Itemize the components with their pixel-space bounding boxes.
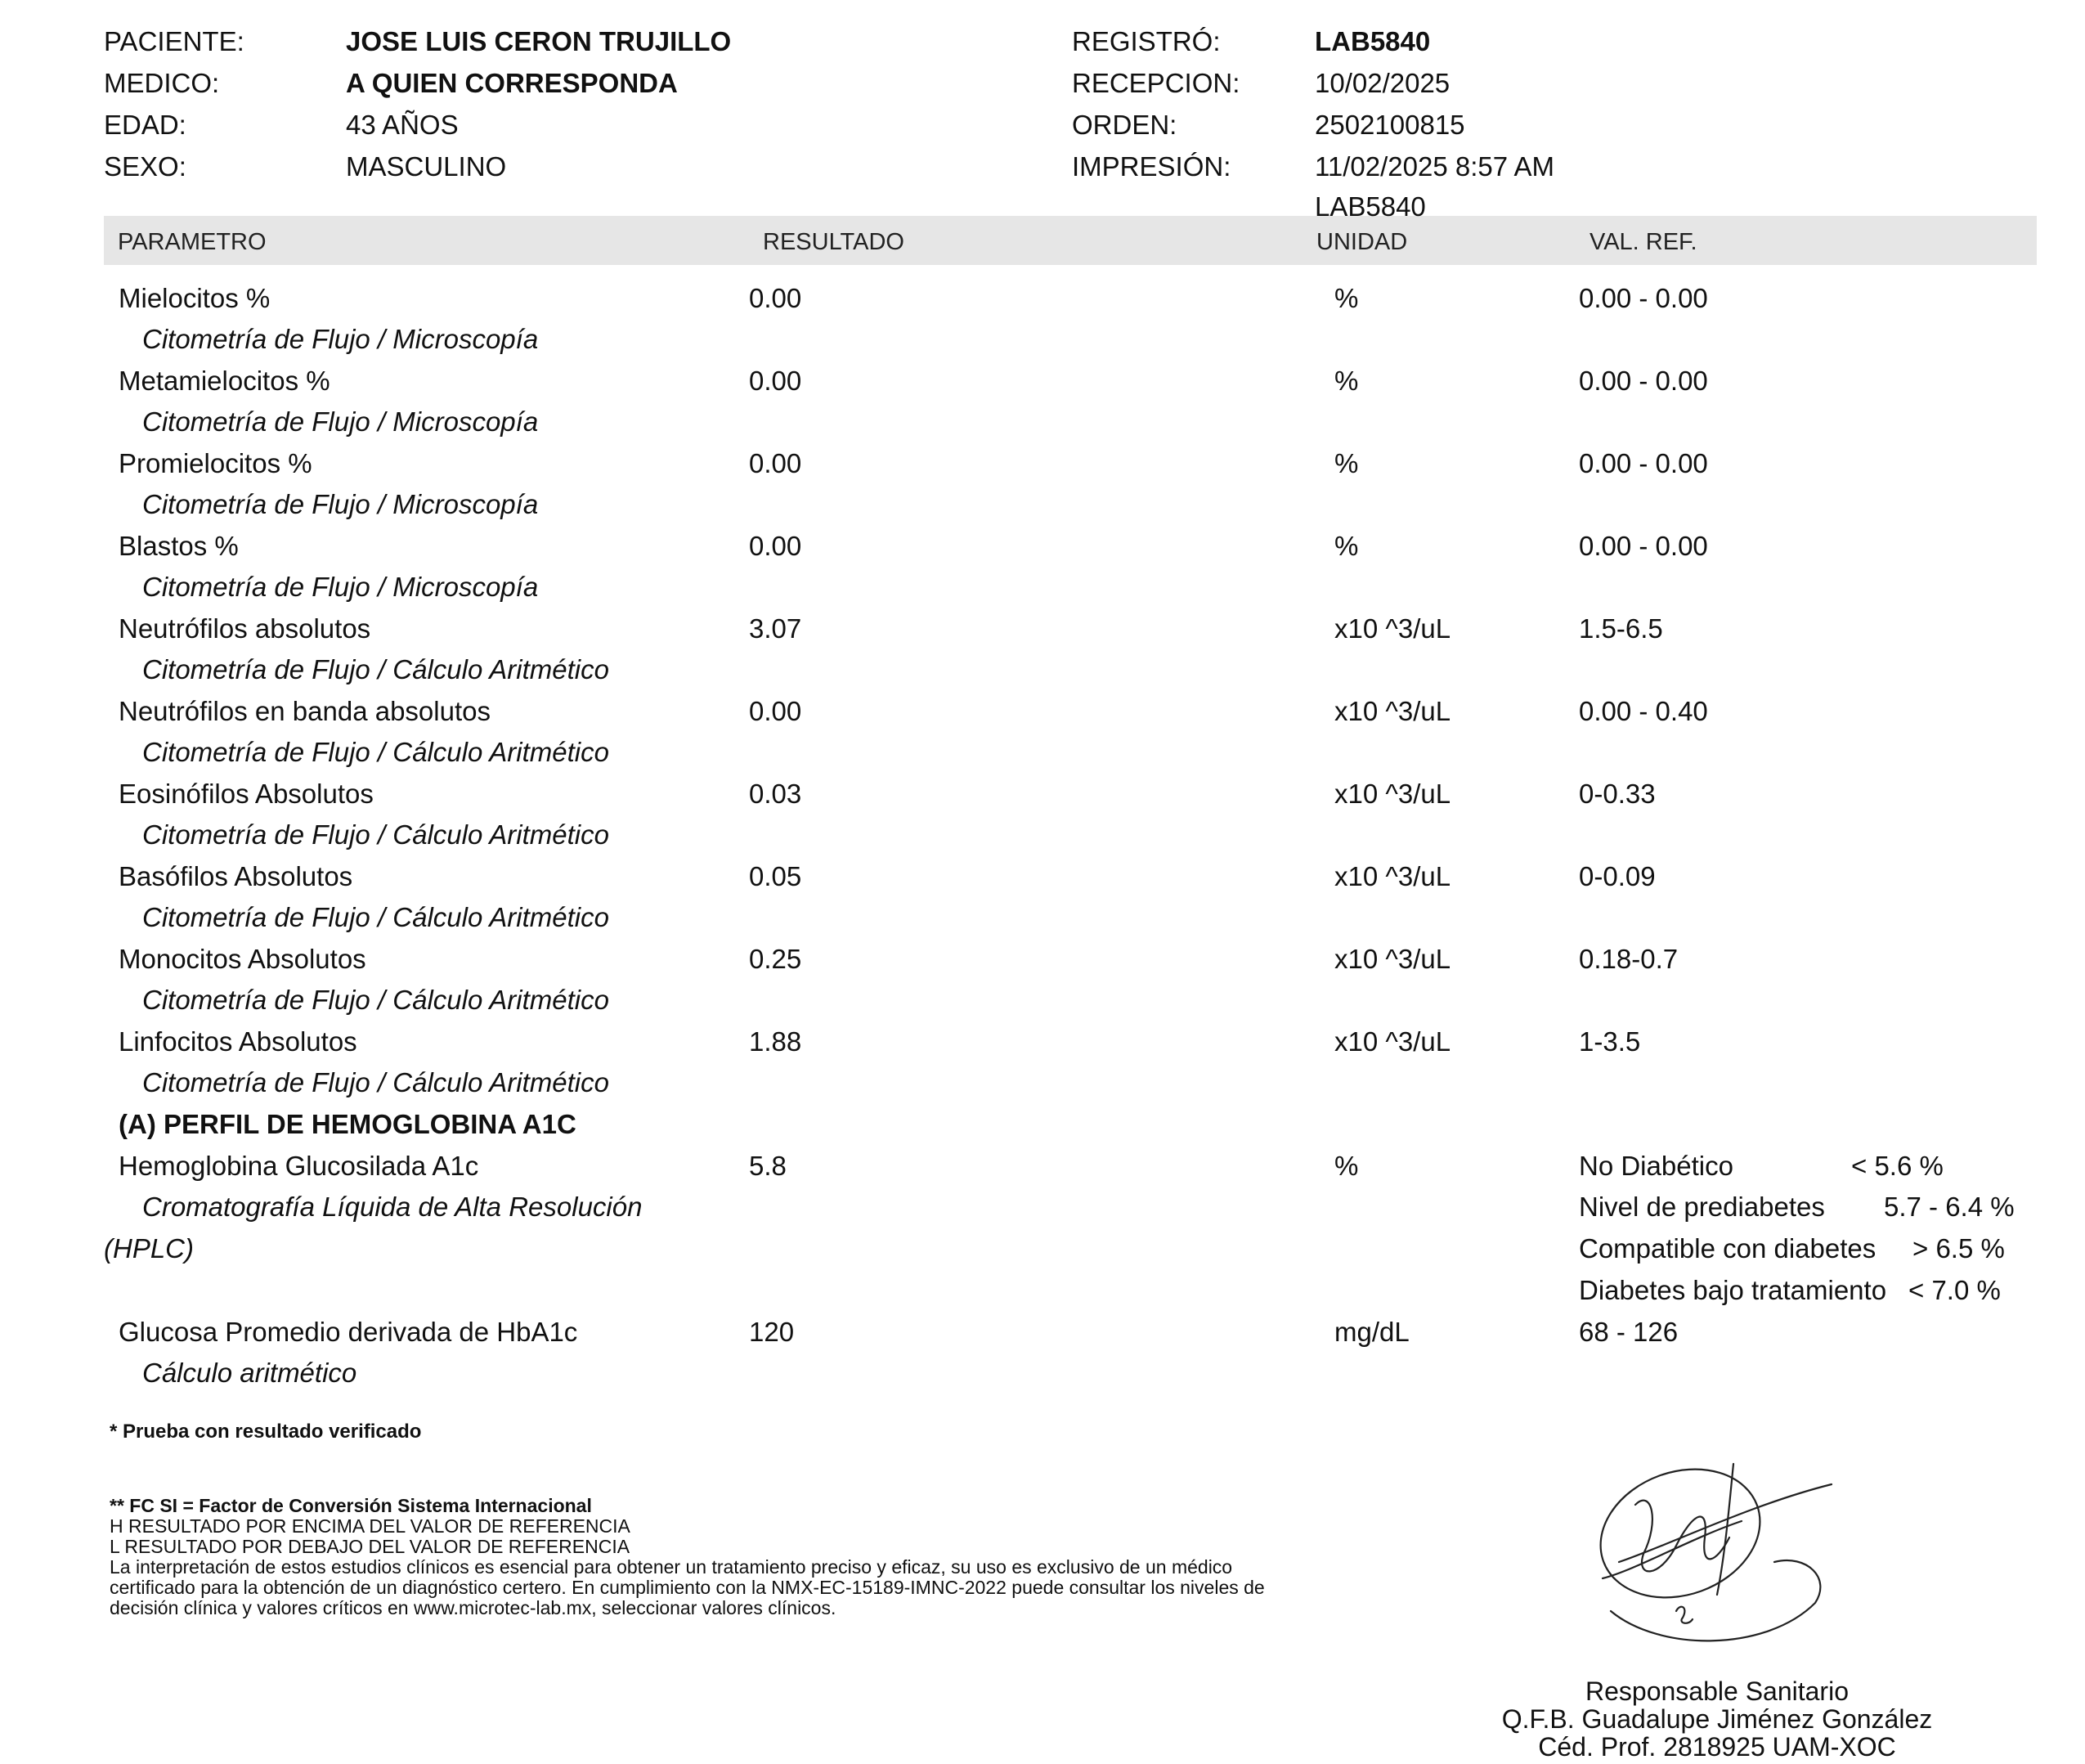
ref-value: 0.00 - 0.00 [1579, 366, 1708, 396]
result-value: 0.00 [749, 696, 802, 726]
recepcion-value: 10/02/2025 [1315, 68, 1451, 98]
unit-value: x10 ^3/uL [1334, 696, 1451, 726]
method-text: Citometría de Flujo / Cálculo Aritmético [142, 737, 609, 767]
method-text-cont: (HPLC) [104, 1233, 195, 1264]
unit-value: x10 ^3/uL [1334, 613, 1451, 644]
unit-value: x10 ^3/uL [1334, 779, 1451, 809]
verified-note: * Prueba con resultado verificado [110, 1421, 422, 1443]
ref-value: 0.18-0.7 [1579, 944, 1679, 974]
method-text: Citometría de Flujo / Cálculo Aritmético [142, 902, 609, 932]
recepcion-label: RECEPCION: [1072, 68, 1240, 98]
registro-value: LAB5840 [1315, 26, 1431, 56]
fc-si-note: ** FC SI = Factor de Conversión Sistema Internacional [110, 1495, 592, 1516]
result-value: 0.00 [749, 283, 802, 313]
ref-value: 1.5-6.5 [1579, 613, 1663, 644]
ref-value: < 5.6 % [1851, 1151, 1944, 1181]
unit-value: x10 ^3/uL [1334, 944, 1451, 974]
registro-label: REGISTRÓ: [1072, 26, 1221, 56]
result-value: 120 [749, 1317, 795, 1347]
param-name: Neutrófilos absolutos [119, 613, 371, 644]
unit-value: % [1334, 531, 1359, 561]
interpretation-note-2: certificado para la obtención de un diagnóstico certero. En cumplimiento con la NMX-EC-15189-IMNC-2022 puede consultar los niveles de [110, 1577, 1265, 1598]
ref-label: No Diabético [1579, 1151, 1733, 1181]
unit-value: % [1334, 283, 1359, 313]
ref-label: Diabetes bajo tratamiento [1579, 1275, 1887, 1305]
signature-role: Responsable Sanitario [1585, 1676, 1849, 1706]
param-name: Blastos % [119, 531, 239, 561]
patient-label: PACIENTE: [104, 26, 244, 56]
unit-value: % [1334, 1151, 1359, 1181]
unit-value: % [1334, 366, 1359, 396]
interpretation-note-3: decisión clínica y valores críticos en www.microtec-lab.mx, seleccionar valores clínicos. [110, 1597, 836, 1618]
unit-value: % [1334, 448, 1359, 478]
result-value: 0.05 [749, 861, 802, 891]
method-text: Citometría de Flujo / Cálculo Aritmético [142, 985, 609, 1015]
result-value: 3.07 [749, 613, 802, 644]
param-name: Eosinófilos Absolutos [119, 779, 374, 809]
method-text: Cromatografía Líquida de Alta Resolución [142, 1192, 643, 1222]
ref-value: 0-0.09 [1579, 861, 1656, 891]
column-header-unidad: UNIDAD [1316, 229, 1408, 255]
method-text: Citometría de Flujo / Cálculo Aritmético [142, 819, 609, 850]
param-name: Hemoglobina Glucosilada A1c [119, 1151, 479, 1181]
ref-label: Nivel de prediabetes [1579, 1192, 1825, 1222]
ref-value: 0.00 - 0.00 [1579, 531, 1708, 561]
doctor-name: A QUIEN CORRESPONDA [346, 68, 678, 98]
result-value: 1.88 [749, 1026, 802, 1057]
h-note: H RESULTADO POR ENCIMA DEL VALOR DE REFERENCIA [110, 1515, 630, 1537]
unit-value: x10 ^3/uL [1334, 1026, 1451, 1057]
ref-value: < 7.0 % [1908, 1275, 2001, 1305]
l-note: L RESULTADO POR DEBAJO DEL VALOR DE REFERENCIA [110, 1536, 630, 1557]
signature-name: Q.F.B. Guadalupe Jiménez González [1501, 1704, 1933, 1734]
param-name: Neutrófilos en banda absolutos [119, 696, 491, 726]
ref-value: 0.00 - 0.40 [1579, 696, 1708, 726]
handwritten-signature [1586, 1456, 1856, 1660]
age-label: EDAD: [104, 110, 186, 140]
unit-value: x10 ^3/uL [1334, 861, 1451, 891]
result-value: 5.8 [749, 1151, 787, 1181]
results-table-header [104, 216, 2037, 265]
ref-value: > 6.5 % [1912, 1233, 2005, 1264]
method-text: Citometría de Flujo / Cálculo Aritmético [142, 1067, 609, 1097]
result-value: 0.00 [749, 531, 802, 561]
ref-value: 5.7 - 6.4 % [1884, 1192, 2015, 1222]
orden-label: ORDEN: [1072, 110, 1177, 140]
result-value: 0.00 [749, 448, 802, 478]
method-text: Citometría de Flujo / Microscopía [142, 572, 539, 602]
param-name: Glucosa Promedio derivada de HbA1c [119, 1317, 578, 1347]
unit-value: mg/dL [1334, 1317, 1410, 1347]
column-header-valref: VAL. REF. [1590, 229, 1697, 255]
signature-cedula: Céd. Prof. 2818925 UAM-XOC [1538, 1732, 1896, 1762]
result-value: 0.03 [749, 779, 802, 809]
sex-value: MASCULINO [346, 151, 507, 182]
patient-name: JOSE LUIS CERON TRUJILLO [346, 26, 732, 56]
method-text: Citometría de Flujo / Microscopía [142, 489, 539, 519]
ref-value: 1-3.5 [1579, 1026, 1641, 1057]
param-name: Linfocitos Absolutos [119, 1026, 357, 1057]
param-name: Monocitos Absolutos [119, 944, 366, 974]
age-value: 43 AÑOS [346, 110, 459, 140]
ref-value: 0.00 - 0.00 [1579, 283, 1708, 313]
column-header-parametro: PARAMETRO [118, 229, 267, 255]
ref-value: 68 - 126 [1579, 1317, 1679, 1347]
orden-value: 2502100815 [1315, 110, 1465, 140]
impresion-user: LAB5840 [1315, 191, 1426, 222]
method-text: Citometría de Flujo / Cálculo Aritmético [142, 654, 609, 685]
result-value: 0.25 [749, 944, 802, 974]
param-name: Metamielocitos % [119, 366, 330, 396]
method-text: Citometría de Flujo / Microscopía [142, 324, 539, 354]
result-value: 0.00 [749, 366, 802, 396]
interpretation-note-1: La interpretación de estos estudios clínicos es esencial para obtener un tratamiento preciso y eficaz, su uso es exclusivo de un médico [110, 1556, 1233, 1578]
impresion-label: IMPRESIÓN: [1072, 151, 1231, 182]
column-header-resultado: RESULTADO [763, 229, 904, 255]
ref-label: Compatible con diabetes [1579, 1233, 1876, 1264]
impresion-value: 11/02/2025 8:57 AM [1315, 151, 1554, 182]
param-name: Promielocitos % [119, 448, 312, 478]
method-text: Cálculo aritmético [142, 1358, 357, 1388]
param-name: Mielocitos % [119, 283, 271, 313]
sex-label: SEXO: [104, 151, 186, 182]
ref-value: 0.00 - 0.00 [1579, 448, 1708, 478]
param-name: Basófilos Absolutos [119, 861, 353, 891]
section-title-a1c: (A) PERFIL DE HEMOGLOBINA A1C [119, 1109, 576, 1139]
method-text: Citometría de Flujo / Microscopía [142, 406, 539, 437]
doctor-label: MEDICO: [104, 68, 220, 98]
ref-value: 0-0.33 [1579, 779, 1656, 809]
